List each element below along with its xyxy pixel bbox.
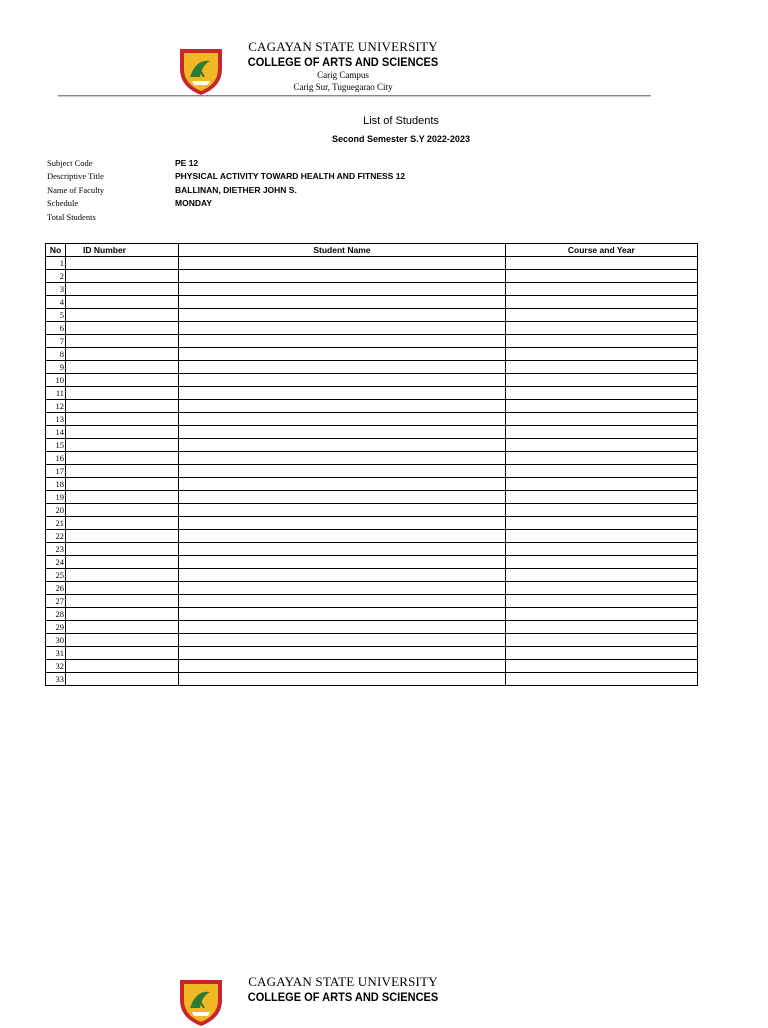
student-name-cell (179, 543, 506, 556)
student-name-cell (179, 673, 506, 686)
id-number-cell (66, 348, 179, 361)
table-row (46, 387, 698, 400)
student-name-cell (179, 322, 506, 335)
table-row (46, 660, 698, 673)
row-number: 27 (46, 595, 66, 608)
row-number: 20 (46, 504, 66, 517)
row-number: 24 (46, 556, 66, 569)
header-student-name: Student Name (179, 244, 506, 257)
table-row (46, 309, 698, 322)
table-row (46, 621, 698, 634)
course-year-cell (505, 465, 697, 478)
table-row (46, 400, 698, 413)
id-number-cell (66, 530, 179, 543)
row-number: 26 (46, 582, 66, 595)
table-row (46, 556, 698, 569)
student-name-cell (179, 660, 506, 673)
table-row (46, 322, 698, 335)
descriptive-title-label: Descriptive Title (47, 171, 104, 181)
table-row (46, 374, 698, 387)
table-row (46, 582, 698, 595)
row-number: 31 (46, 647, 66, 660)
student-name-cell (179, 309, 506, 322)
table-row (46, 413, 698, 426)
row-number: 7 (46, 335, 66, 348)
table-row (46, 478, 698, 491)
course-year-cell (505, 426, 697, 439)
row-number: 18 (46, 478, 66, 491)
id-number-cell (66, 257, 179, 270)
row-number: 21 (46, 517, 66, 530)
table-header-row (46, 244, 698, 257)
course-year-cell (505, 517, 697, 530)
id-number-cell (66, 517, 179, 530)
row-number: 12 (46, 400, 66, 413)
row-number: 6 (46, 322, 66, 335)
row-number: 33 (46, 673, 66, 686)
course-year-cell (505, 296, 697, 309)
course-year-cell (505, 673, 697, 686)
course-year-cell (505, 309, 697, 322)
student-name-cell (179, 556, 506, 569)
subject-code-value: PE 12 (175, 158, 199, 168)
row-number: 5 (46, 309, 66, 322)
row-number: 32 (46, 660, 66, 673)
id-number-cell (66, 465, 179, 478)
table-row (46, 361, 698, 374)
course-year-cell (505, 569, 697, 582)
college-name: COLLEGE OF ARTS AND SCIENCES (247, 55, 439, 69)
course-year-cell (505, 335, 697, 348)
student-name-cell (179, 478, 506, 491)
table-row (46, 673, 698, 686)
student-name-cell (179, 257, 506, 270)
university-name: CAGAYAN STATE UNIVERSITY (248, 39, 438, 54)
course-year-cell (505, 413, 697, 426)
schedule-label: Schedule (47, 198, 79, 208)
table-row (46, 634, 698, 647)
table-row (46, 595, 698, 608)
header-no: No (46, 244, 66, 257)
id-number-cell (66, 400, 179, 413)
id-number-cell (66, 335, 179, 348)
campus-address: Carig Sur, Tuguegarao City (293, 82, 393, 92)
course-year-cell (505, 556, 697, 569)
id-number-cell (66, 634, 179, 647)
table-row (46, 504, 698, 517)
student-name-cell (179, 361, 506, 374)
id-number-cell (66, 387, 179, 400)
student-name-cell (179, 348, 506, 361)
student-name-cell (179, 465, 506, 478)
id-number-cell (66, 439, 179, 452)
table-row (46, 543, 698, 556)
student-name-cell (179, 595, 506, 608)
university-name-footer: CAGAYAN STATE UNIVERSITY (248, 974, 438, 989)
id-number-cell (66, 322, 179, 335)
row-number: 13 (46, 413, 66, 426)
id-number-cell (66, 582, 179, 595)
id-number-cell (66, 673, 179, 686)
course-year-cell (505, 530, 697, 543)
id-number-cell (66, 270, 179, 283)
student-name-cell (179, 335, 506, 348)
subject-code-label: Subject Code (47, 158, 93, 168)
id-number-cell (66, 556, 179, 569)
course-year-cell (505, 647, 697, 660)
student-name-cell (179, 374, 506, 387)
student-name-cell (179, 530, 506, 543)
id-number-cell (66, 543, 179, 556)
id-number-cell (66, 504, 179, 517)
id-number-cell (66, 452, 179, 465)
row-number: 1 (46, 257, 66, 270)
row-number: 15 (46, 439, 66, 452)
table-row (46, 491, 698, 504)
row-number: 19 (46, 491, 66, 504)
schedule-value: MONDAY (175, 198, 212, 208)
course-year-cell (505, 595, 697, 608)
course-year-cell (505, 634, 697, 647)
row-number: 10 (46, 374, 66, 387)
row-number: 16 (46, 452, 66, 465)
student-name-cell (179, 569, 506, 582)
row-number: 17 (46, 465, 66, 478)
course-year-cell (505, 387, 697, 400)
descriptive-title-value: PHYSICAL ACTIVITY TOWARD HEALTH AND FITNESS 12 (175, 171, 406, 181)
id-number-cell (66, 374, 179, 387)
course-year-cell (505, 257, 697, 270)
faculty-label: Name of Faculty (47, 185, 105, 195)
course-year-cell (505, 270, 697, 283)
row-number: 25 (46, 569, 66, 582)
student-name-cell (179, 426, 506, 439)
student-name-cell (179, 517, 506, 530)
student-name-cell (179, 400, 506, 413)
course-year-cell (505, 621, 697, 634)
id-number-cell (66, 309, 179, 322)
id-number-cell (66, 413, 179, 426)
table-row (46, 426, 698, 439)
id-number-cell (66, 660, 179, 673)
course-year-cell (505, 361, 697, 374)
student-roster-table (45, 243, 698, 686)
id-number-cell (66, 647, 179, 660)
table-row (46, 517, 698, 530)
id-number-cell (66, 361, 179, 374)
table-row (46, 348, 698, 361)
course-year-cell (505, 491, 697, 504)
course-year-cell (505, 543, 697, 556)
faculty-value: BALLINAN, DIETHER JOHN S. (175, 185, 297, 195)
student-name-cell (179, 439, 506, 452)
id-number-cell (66, 621, 179, 634)
student-name-cell (179, 582, 506, 595)
student-name-cell (179, 608, 506, 621)
student-name-cell (179, 452, 506, 465)
row-number: 23 (46, 543, 66, 556)
table-row (46, 647, 698, 660)
course-year-cell (505, 348, 697, 361)
student-name-cell (179, 621, 506, 634)
course-year-cell (505, 322, 697, 335)
course-year-cell (505, 283, 697, 296)
header-id-number: ID Number (66, 244, 179, 257)
id-number-cell (66, 595, 179, 608)
student-name-cell (179, 283, 506, 296)
row-number: 2 (46, 270, 66, 283)
row-number: 30 (46, 634, 66, 647)
table-row (46, 439, 698, 452)
id-number-cell (66, 426, 179, 439)
table-row (46, 465, 698, 478)
row-number: 4 (46, 296, 66, 309)
table-row (46, 270, 698, 283)
campus-name: Carig Campus (317, 70, 369, 80)
semester-subtitle: Second Semester S.Y 2022-2023 (332, 134, 470, 144)
table-row (46, 296, 698, 309)
table-row (46, 608, 698, 621)
course-year-cell (505, 374, 697, 387)
row-number: 8 (46, 348, 66, 361)
id-number-cell (66, 283, 179, 296)
header-course-year: Course and Year (505, 244, 697, 257)
table-row (46, 569, 698, 582)
row-number: 11 (46, 387, 66, 400)
page-title: List of Students (363, 115, 439, 127)
course-year-cell (505, 439, 697, 452)
student-name-cell (179, 647, 506, 660)
course-year-cell (505, 504, 697, 517)
id-number-cell (66, 569, 179, 582)
row-number: 29 (46, 621, 66, 634)
table-row (46, 530, 698, 543)
course-year-cell (505, 608, 697, 621)
total-students-label: Total Students (47, 212, 96, 222)
row-number: 9 (46, 361, 66, 374)
row-number: 14 (46, 426, 66, 439)
student-name-cell (179, 504, 506, 517)
student-name-cell (179, 413, 506, 426)
table-row (46, 335, 698, 348)
row-number: 3 (46, 283, 66, 296)
course-year-cell (505, 400, 697, 413)
course-year-cell (505, 582, 697, 595)
college-name-footer: COLLEGE OF ARTS AND SCIENCES (247, 990, 439, 1004)
table-row (46, 452, 698, 465)
student-name-cell (179, 296, 506, 309)
student-name-cell (179, 270, 506, 283)
student-name-cell (179, 634, 506, 647)
table-row (46, 283, 698, 296)
id-number-cell (66, 491, 179, 504)
student-name-cell (179, 387, 506, 400)
header-divider (58, 95, 651, 97)
id-number-cell (66, 608, 179, 621)
course-year-cell (505, 660, 697, 673)
student-name-cell (179, 491, 506, 504)
course-year-cell (505, 452, 697, 465)
id-number-cell (66, 478, 179, 491)
id-number-cell (66, 296, 179, 309)
course-year-cell (505, 478, 697, 491)
row-number: 28 (46, 608, 66, 621)
row-number: 22 (46, 530, 66, 543)
table-row (46, 257, 698, 270)
